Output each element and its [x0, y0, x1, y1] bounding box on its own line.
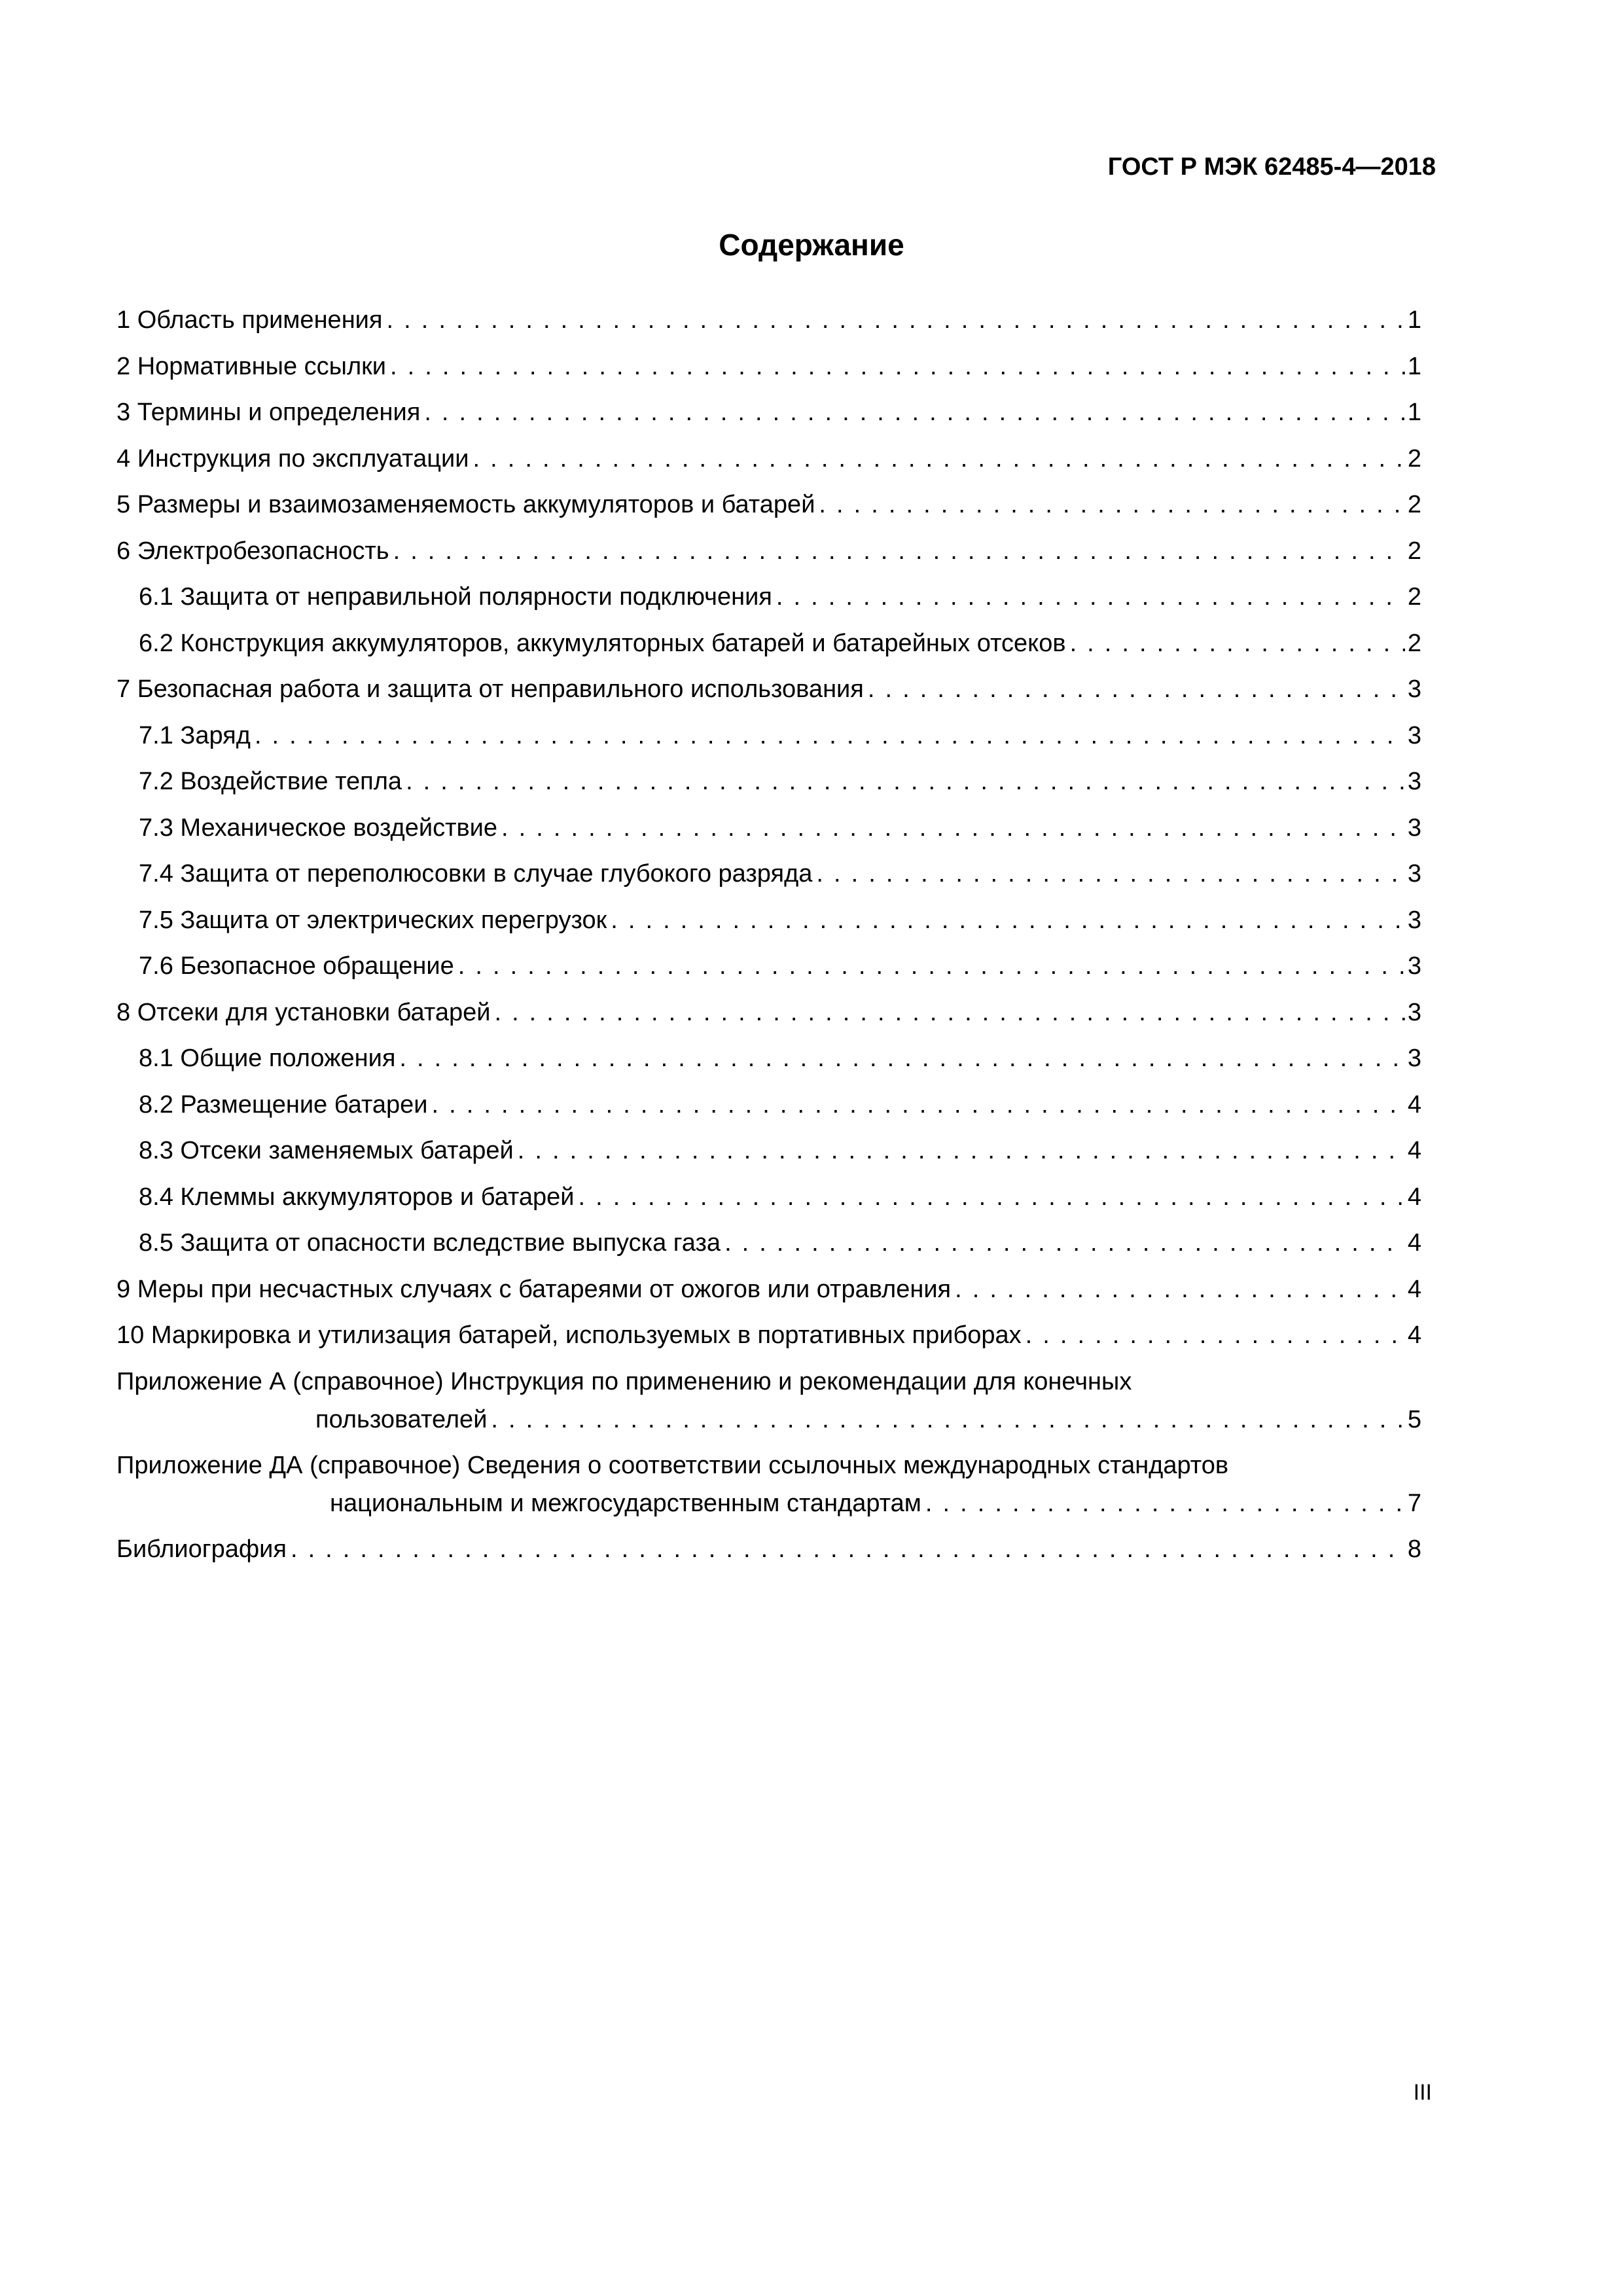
- toc-entry-page: 4: [1407, 1275, 1421, 1303]
- toc-entry-page: 2: [1407, 491, 1421, 518]
- toc-entry-text: 6 Электробезопасность: [116, 537, 389, 565]
- toc-leader-dots: [1066, 620, 1405, 667]
- toc-entry-text: 7.5 Защита от электрических перегрузок: [139, 906, 607, 934]
- toc-subentry[interactable]: [116, 1174, 1421, 1221]
- toc-entry[interactable]: [116, 528, 1421, 575]
- toc-entry-text: 7.1 Заряд: [139, 721, 251, 749]
- toc-leader-dots: [490, 990, 1404, 1036]
- toc-subentry[interactable]: [116, 1082, 1421, 1128]
- table-of-contents: [116, 297, 1421, 1572]
- toc-leader-dots: [395, 1035, 1404, 1082]
- toc-entry-page: 3: [1407, 906, 1421, 934]
- toc-entry-text: 3 Термины и определения: [116, 399, 421, 426]
- toc-subentry[interactable]: [116, 897, 1421, 944]
- toc-entry-text-continued: национальным и межгосударственным стандартам: [330, 1489, 921, 1517]
- toc-leader-dots: [575, 1174, 1405, 1221]
- toc-subentry[interactable]: [116, 620, 1421, 667]
- toc-entry-page: 2: [1407, 537, 1421, 565]
- toc-subentry[interactable]: [116, 805, 1421, 852]
- toc-entry[interactable]: [116, 1266, 1421, 1313]
- toc-entry-text: Приложение А (справочное) Инструкция по применению и рекомендации для конечных: [116, 1367, 1132, 1395]
- toc-entry-text: 8.5 Защита от опасности вследствие выпуска газа: [139, 1229, 721, 1257]
- toc-entry-page: 3: [1407, 1045, 1421, 1072]
- toc-entry-page: 1: [1407, 352, 1421, 380]
- toc-entry[interactable]: [116, 482, 1421, 528]
- toc-subentry[interactable]: [116, 1220, 1421, 1266]
- toc-leader-dots: [287, 1526, 1405, 1573]
- toc-entry-page: 3: [1407, 998, 1421, 1026]
- toc-entry-page: 2: [1407, 629, 1421, 657]
- toc-entry-text: 6.2 Конструкция аккумуляторов, аккумуляторных батарей и батарейных отсеков: [139, 629, 1066, 657]
- toc-subentry[interactable]: [116, 943, 1421, 990]
- toc-entry-page: 1: [1407, 399, 1421, 426]
- toc-entry-text-continued: пользователей: [315, 1405, 488, 1433]
- toc-subentry[interactable]: [116, 713, 1421, 759]
- document-code: ГОСТ Р МЭК 62485-4—2018: [1107, 153, 1436, 181]
- toc-leader-dots: [607, 897, 1405, 944]
- toc-entry[interactable]: [116, 344, 1421, 390]
- toc-leader-dots: [382, 297, 1404, 344]
- toc-entry-text: 7.4 Защита от переполюсовки в случае глубокого разряда: [139, 860, 813, 888]
- toc-leader-dots: [469, 436, 1405, 482]
- toc-entry-text: 6.1 Защита от неправильной полярности подключения: [139, 583, 772, 611]
- toc-leader-dots: [428, 1082, 1405, 1128]
- toc-entry[interactable]: [116, 990, 1421, 1036]
- toc-entry[interactable]: [116, 297, 1421, 344]
- toc-entry-text: 5 Размеры и взаимозаменяемость аккумуляторов и батарей: [116, 491, 815, 518]
- toc-entry[interactable]: [116, 389, 1421, 436]
- toc-leader-dots: [772, 574, 1405, 620]
- toc-entry-text: 7 Безопасная работа и защита от неправильного использования: [116, 675, 864, 703]
- toc-entry-text: Библиография: [116, 1535, 287, 1563]
- toc-entry-page: 2: [1407, 444, 1421, 473]
- toc-leader-dots: [921, 1484, 1405, 1522]
- toc-leader-dots: [951, 1266, 1405, 1313]
- toc-leader-dots: [497, 805, 1405, 852]
- toc-entry-page: 4: [1407, 1229, 1421, 1257]
- toc-leader-dots: [386, 344, 1405, 390]
- toc-leader-dots: [389, 528, 1405, 575]
- toc-entry-page: 1: [1407, 306, 1421, 334]
- toc-entry[interactable]: [116, 666, 1421, 713]
- toc-subentry[interactable]: [116, 759, 1421, 805]
- toc-leader-dots: [812, 851, 1404, 897]
- toc-leader-dots: [487, 1401, 1404, 1439]
- toc-entry-page: 4: [1407, 1090, 1421, 1119]
- toc-entry-text: 8 Отсеки для установки батарей: [116, 998, 491, 1026]
- toc-entry-text: 7.3 Механическое воздействие: [139, 814, 498, 842]
- toc-entry-text: 9 Меры при несчастных случаях с батареями от ожогов или отравления: [116, 1275, 952, 1303]
- toc-subentry[interactable]: [116, 1035, 1421, 1082]
- toc-entry-annex-a[interactable]: [116, 1359, 1421, 1443]
- toc-entry-text: 7.2 Воздействие тепла: [139, 768, 402, 795]
- page-number: III: [1413, 2080, 1432, 2105]
- toc-entry-page: 7: [1407, 1489, 1421, 1517]
- toc-leader-dots: [514, 1128, 1405, 1174]
- toc-leader-dots: [402, 759, 1405, 805]
- toc-entry-text: 8.3 Отсеки заменяемых батарей: [139, 1137, 514, 1164]
- toc-leader-dots: [251, 713, 1405, 759]
- toc-entry-page: 3: [1407, 721, 1421, 749]
- toc-leader-dots: [454, 943, 1405, 990]
- toc-entry-page: 2: [1407, 583, 1421, 611]
- toc-entry-page: 3: [1407, 814, 1421, 842]
- toc-title: Содержание: [719, 228, 904, 262]
- toc-entry-page: 4: [1407, 1183, 1421, 1211]
- toc-entry-text: 2 Нормативные ссылки: [116, 352, 386, 380]
- toc-leader-dots: [864, 666, 1405, 713]
- toc-entry-page: 3: [1407, 860, 1421, 888]
- toc-entry-page: 3: [1407, 768, 1421, 795]
- toc-entry-page: 3: [1407, 675, 1421, 703]
- toc-entry-page: 5: [1407, 1405, 1421, 1433]
- toc-entry-text: Приложение ДА (справочное) Сведения о соответствии ссылочных международных стандартов: [116, 1451, 1229, 1479]
- toc-entry-page: 4: [1407, 1321, 1421, 1349]
- toc-leader-dots: [815, 482, 1404, 528]
- toc-entry-page: 3: [1407, 952, 1421, 980]
- toc-entry-text: 7.6 Безопасное обращение: [139, 952, 454, 980]
- toc-entry-text: 10 Маркировка и утилизация батарей, используемых в портативных приборах: [116, 1321, 1022, 1349]
- toc-entry[interactable]: [116, 1312, 1421, 1359]
- toc-subentry[interactable]: [116, 1128, 1421, 1174]
- toc-subentry[interactable]: [116, 851, 1421, 897]
- toc-entry-text: 8.2 Размещение батареи: [139, 1090, 428, 1119]
- toc-entry-bibliography[interactable]: [116, 1526, 1421, 1573]
- toc-entry-text: 8.1 Общие положения: [139, 1045, 396, 1072]
- toc-leader-dots: [1022, 1312, 1405, 1359]
- toc-leader-dots: [420, 389, 1405, 436]
- toc-entry-text: 4 Инструкция по эксплуатации: [116, 444, 469, 473]
- toc-leader-dots: [721, 1220, 1405, 1266]
- toc-subentry[interactable]: [116, 574, 1421, 620]
- toc-entry[interactable]: [116, 436, 1421, 482]
- toc-entry-annex-da[interactable]: [116, 1443, 1421, 1526]
- toc-entry-page: 8: [1407, 1535, 1421, 1563]
- toc-entry-page: 4: [1407, 1137, 1421, 1164]
- toc-entry-text: 1 Область применения: [116, 306, 383, 334]
- toc-entry-text: 8.4 Клеммы аккумуляторов и батарей: [139, 1183, 575, 1211]
